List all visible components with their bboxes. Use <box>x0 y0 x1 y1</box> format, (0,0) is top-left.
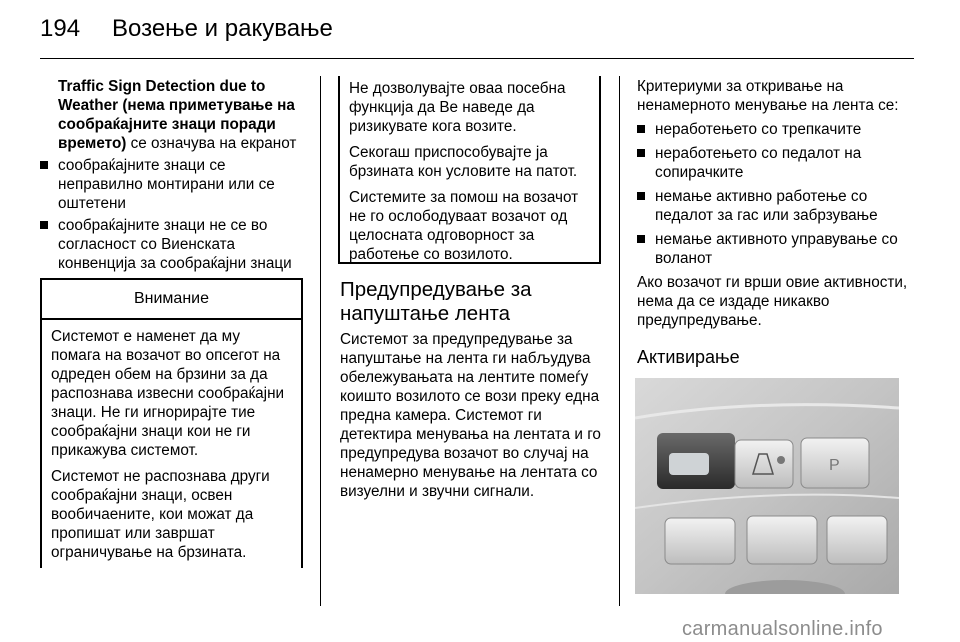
list-item: немање активно работење со педалот за гас или забрзување <box>637 187 909 225</box>
criteria-intro: Критериуми за откривање на ненамерното менување на лента се: <box>637 78 899 114</box>
traffic-sign-note <box>40 77 302 153</box>
caution-box-continued <box>338 76 601 264</box>
subheading-activation: Активирање <box>637 347 740 367</box>
column-rule-1 <box>320 76 321 606</box>
column-3 <box>637 77 909 330</box>
section-title-lane-departure: Предупредување за напуштање лента <box>340 278 532 325</box>
console-illustration <box>635 378 899 594</box>
caution-paragraph: Системите за помош на возачот не го ослободуваат возачот од целосната одговорност за работење со возилото. <box>349 189 579 263</box>
column-rule-2 <box>619 76 620 606</box>
caution-paragraph: Системот не распознава други сообраќајни знаци, освен вообичаените, кои можат да пропишат или завршат ограничување на брзината. <box>51 468 270 561</box>
caution-box-title: Внимание <box>42 280 301 320</box>
caution-box <box>40 278 303 568</box>
running-head: Возење и ракување <box>112 15 333 42</box>
list-item: немање активното управување со воланот <box>637 230 909 268</box>
traffic-sign-bullets <box>40 156 302 273</box>
caution-paragraph: Системот е наменет да му помага на возачот во опсегот на одреден обем на брзини за да распознава извесни сообраќајни знаци. Не ги игнорирајте тие сообраќајни знаци кои не ги прикажува системот. <box>51 328 285 459</box>
list-item: сообраќајните знаци се неправилно монтирани или се оштетени <box>40 156 302 213</box>
console-photo <box>635 378 899 594</box>
criteria-bullets <box>637 120 909 268</box>
caution-box-continued-body <box>340 76 599 264</box>
header-rule <box>40 58 914 59</box>
caution-paragraph: Не дозволувајте оваа посебна функција да Ве наведе да ризикувате кога возите. <box>349 80 566 135</box>
lane-departure-description: Системот за предупредување за напуштање на лента ги набљудува обележувањата на лентите помеѓу коишто возилото се вози преку една предна камера. Системот ги детектира менувања на лентата и го предупредува возачот во случај на ненамерно менување на лентата со визуелни и звучни сигнали. <box>340 331 601 500</box>
column-2-body <box>340 330 604 501</box>
activity-note: Ако возачот ги врши овие активности, нема да се издаде никакво предупредување. <box>637 274 908 329</box>
traffic-sign-note-rest: се означува на екранот <box>126 135 297 152</box>
caution-paragraph: Секогаш приспособувајте ја брзината кон условите на патот. <box>349 144 578 180</box>
list-item: неработењето со педалот на сопирачките <box>637 144 909 182</box>
traffic-sign-note-bold: Traffic Sign Detection due to Weather (нема приметување на сообраќајните знаци поради времето) <box>58 78 295 152</box>
column-1 <box>40 77 302 273</box>
caution-box-body <box>42 320 301 562</box>
list-item: неработењето со трепкачите <box>637 120 909 139</box>
page-number: 194 <box>40 15 81 42</box>
watermark: carmanualsonline.info <box>682 618 883 640</box>
list-item: сообраќајните знаци не се во согласност со Виенската конвенција за сообраќајни знаци <box>40 216 302 273</box>
photo-button-label: P <box>829 457 840 474</box>
